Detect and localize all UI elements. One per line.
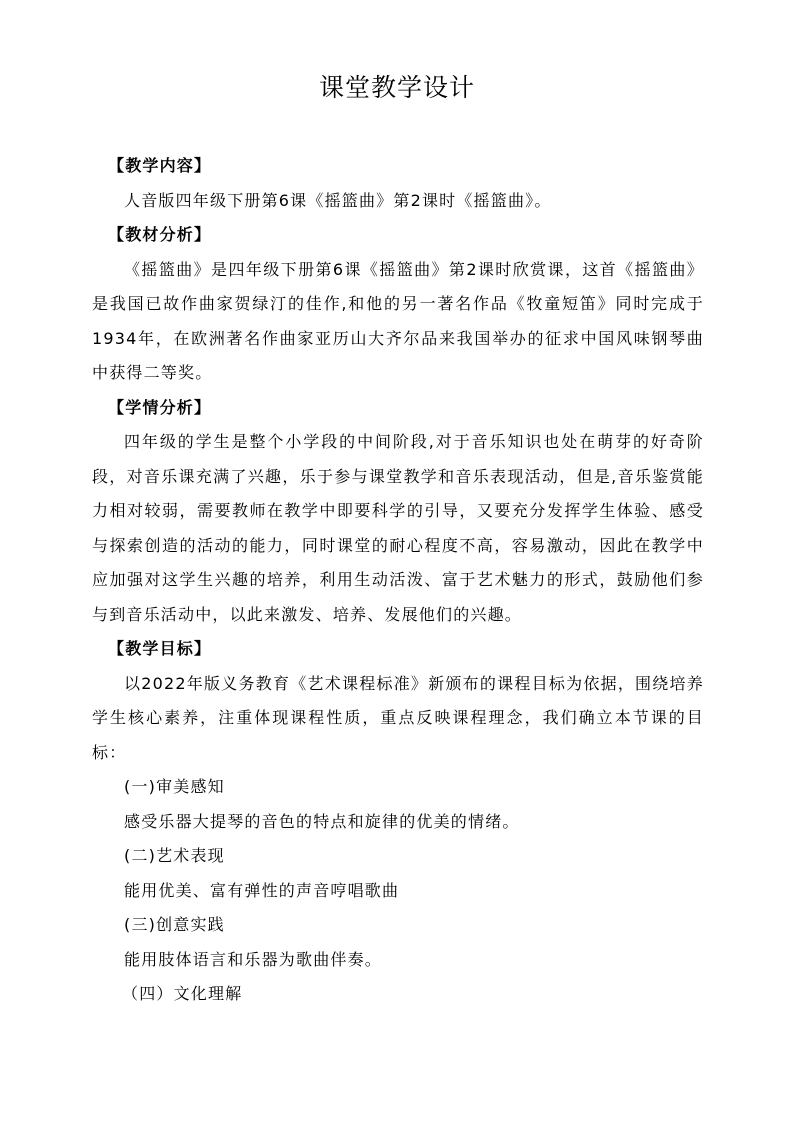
paragraph-aesthetic-perception: 感受乐器大提琴的音色的特点和旋律的优美的情绪。 <box>124 811 520 831</box>
document-body <box>92 149 704 1012</box>
subheading-creative-practice: (三)创意实践 <box>124 915 225 934</box>
section-heading-teaching-content: 【教学内容】 <box>108 156 212 175</box>
subheading-artistic-expression: (二)艺术表现 <box>124 846 225 865</box>
section-heading-teaching-goals: 【教学目标】 <box>108 639 212 658</box>
paragraph-teaching-goals: 以2022年版义务教育《艺术课程标准》新颁布的课程目标为依据，围绕培养学生核心素养，注重体现课程性质，重点反映课程理念，我们确立本节课的目标： <box>92 673 704 762</box>
subheading-cultural-understanding: （四）文化理解 <box>122 984 243 1003</box>
paragraph-material-analysis: 《摇篮曲》是四年级下册第6课《摇篮曲》第2课时欣赏课，这首《摇篮曲》是我国已故作曲家贺绿汀的佳作,和他的另一著名作品《牧童短笛》同时完成于1934年，在欧洲著名作曲家亚历山大齐尔品来我国举办的征求中国风味钢琴曲中获得二等奖。 <box>92 259 704 382</box>
subheading-aesthetic-perception: (一)审美感知 <box>124 777 225 796</box>
paragraph-student-analysis: 四年级的学生是整个小学段的中间阶段,对于音乐知识也处在萌芽的好奇阶段，对音乐课充满了兴趣，乐于参与课堂教学和音乐表现活动，但是,音乐鉴赏能力相对较弱，需要教师在教学中即要科学的引导，又要充分发挥学生体验、感受与探索创造的活动的能力，同时课堂的耐心程度不高，容易激动，因此在教学中应加强对这学生兴趣的培养，利用生动活泼、富于艺术魅力的形式，鼓励他们参与到音乐活动中，以此来激发、培养、发展他们的兴趣。 <box>92 432 704 624</box>
paragraph-artistic-expression: 能用优美、富有弹性的声音哼唱歌曲 <box>124 880 400 900</box>
section-heading-student-analysis: 【学情分析】 <box>108 397 212 417</box>
section-heading-material-analysis: 【教材分析】 <box>108 225 212 244</box>
paragraph-teaching-content: 人音版四年级下册第6课《摇篮曲》第2课时《摇篮曲》。 <box>124 190 552 210</box>
paragraph-creative-practice: 能用肢体语言和乐器为歌曲伴奏。 <box>124 949 383 969</box>
document-title: 课堂教学设计 <box>318 73 475 102</box>
